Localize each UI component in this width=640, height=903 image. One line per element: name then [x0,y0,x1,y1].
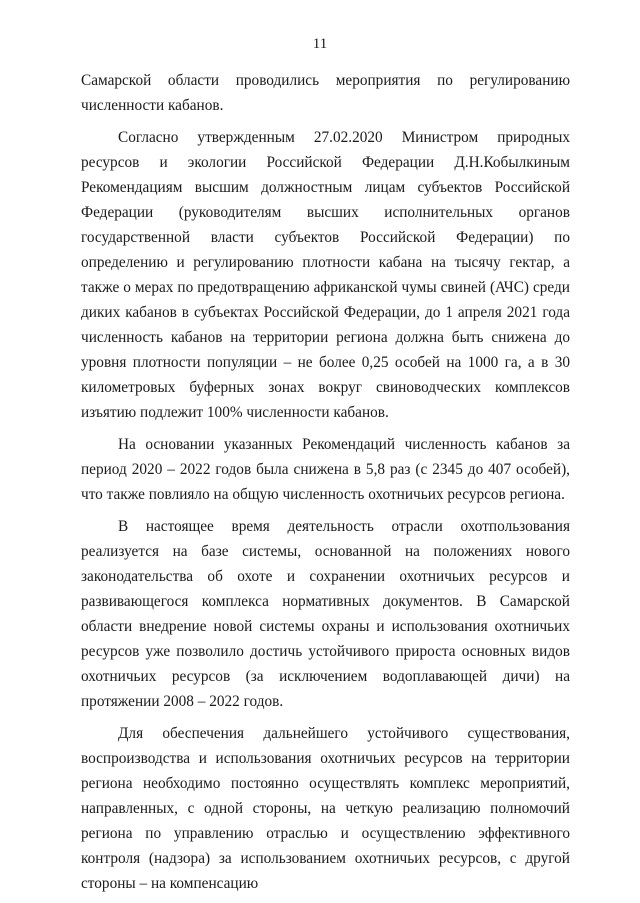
paragraph-boar-reduction: На основании указанных Рекомендаций численность кабанов за период 2020 – 2022 годов была снижена в 5,8 раз (с 2345 до 407 особей), что также повлияло на общую численность охотничьих ресурсов региона. [81,436,570,503]
paragraph-recommendations: Согласно утвержденным 27.02.2020 Министром природных ресурсов и экологии Российской Федерации Д.Н.Кобылкиным Рекомендациям высшим должностным лицам субъектов Российской Федерации (руководителям высших исполнительных органов государственной власти субъектов Российской Федерации) по определению и регулированию плотности кабана на тысячу гектар, а также о мерах по предотвращению африканской чумы свиней (АЧС) среди диких кабанов в субъектах Российской Федерации, до 1 апреля 2021 года численность кабанов на территории региона должна быть снижена до уровня плотности популяции – не более 0,25 особей на 1000 га, а в 30 километровых буферных зонах вокруг свиноводческих комплексов изъятию подлежит 100% численности кабанов. [81,129,570,421]
paragraph-continuation: Самарской области проводились мероприятия по регулированию численности кабанов. [81,72,570,114]
paragraph-hunting-system: В настоящее время деятельность отрасли охотпользования реализуется на базе системы, основанной на положениях нового законодательства об охоте и сохранении охотничьих ресурсов и развивающегося комплекса нормативных документов. В Самарской области внедрение новой системы охраны и использования охотничьих ресурсов уже позволило достичь устойчивого прироста основных видов охотничьих ресурсов (за исключением водоплавающей дичи) на протяжении 2008 – 2022 годов. [81,518,570,710]
paragraph-sustainability: Для обеспечения дальнейшего устойчивого существования, воспроизводства и использования охотничьих ресурсов на территории региона необходимо постоянно осуществлять комплекс мероприятий, направленных, с одной стороны, на четкую реализацию полномочий региона по управлению отраслью и осуществлению эффективного контроля (надзора) за использованием охотничьих ресурсов, с другой стороны – на компенсацию [81,725,570,892]
body-text [81,68,570,903]
page-number: 11 [312,36,328,52]
